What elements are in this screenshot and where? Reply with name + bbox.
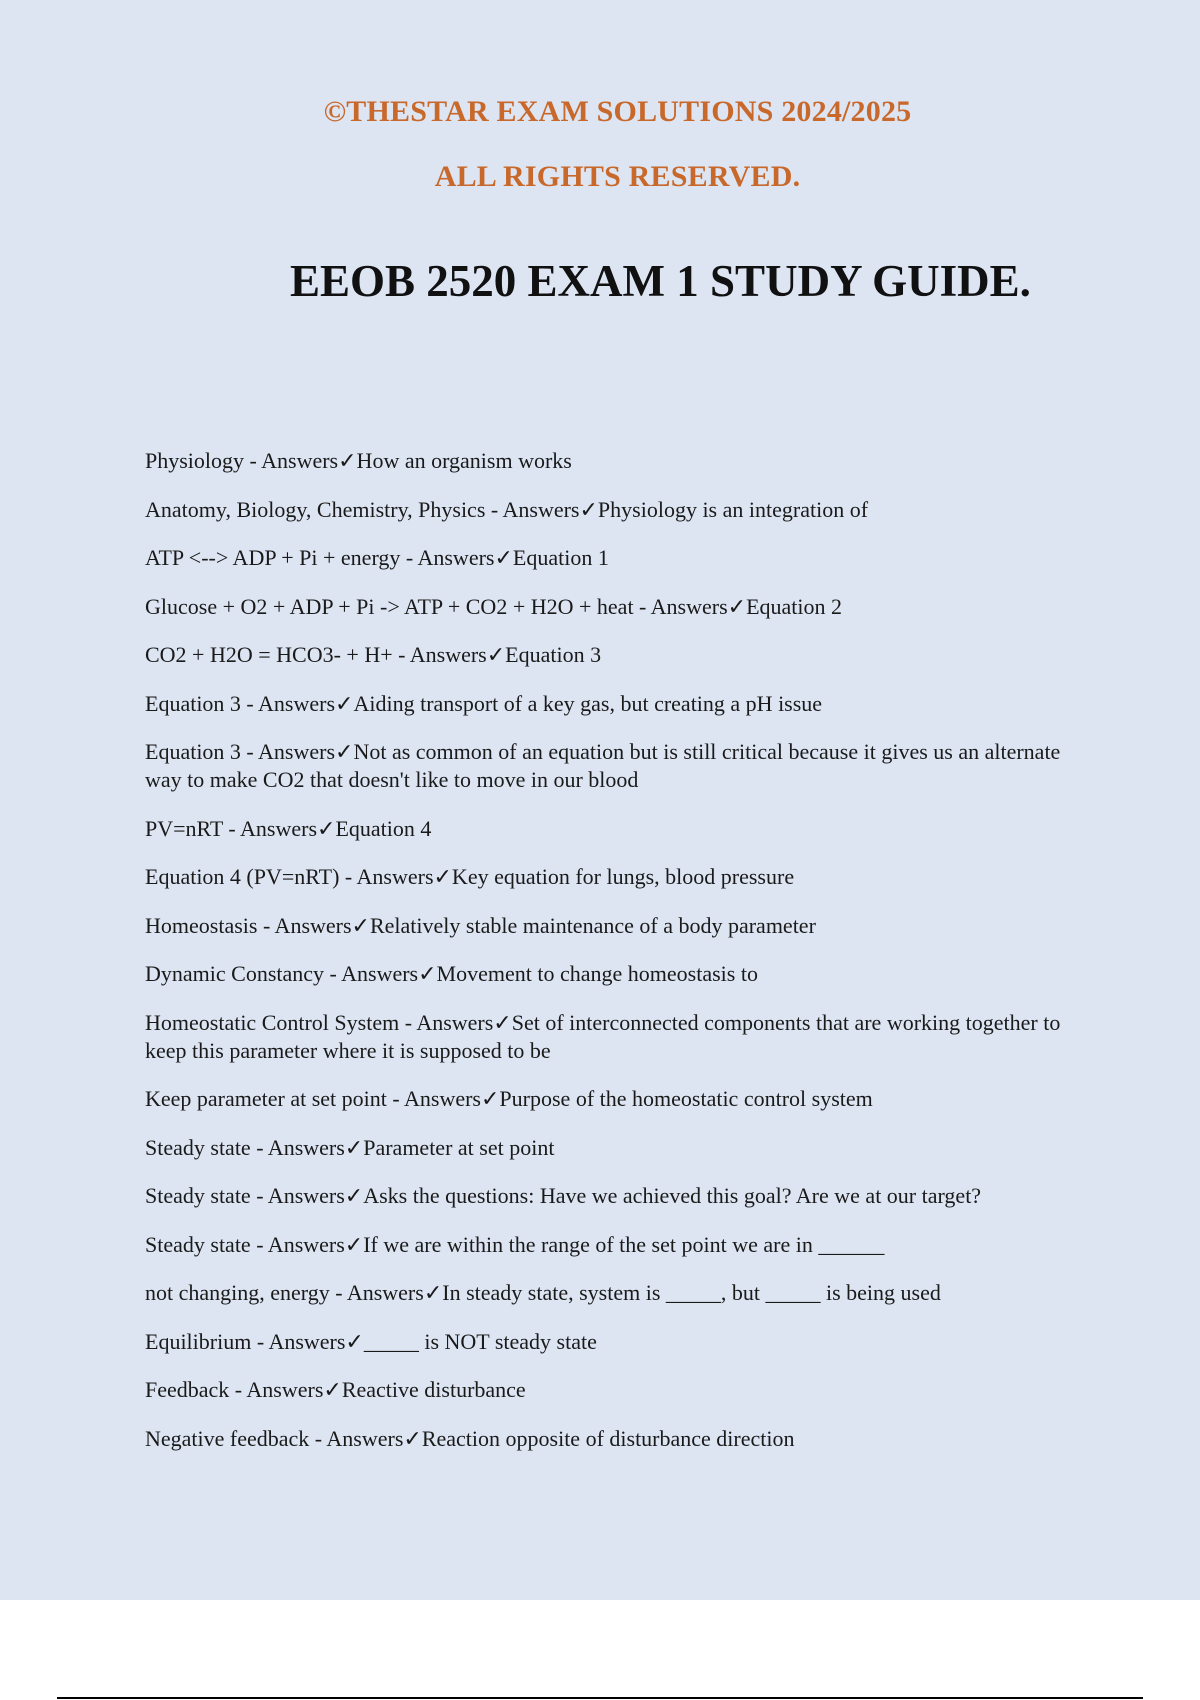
copyright-notice: ©THESTAR EXAM SOLUTIONS 2024/2025: [323, 95, 912, 128]
qa-item: Physiology - Answers✓How an organism works: [145, 448, 572, 473]
qa-item: Feedback - Answers✓Reactive disturbance: [145, 1377, 526, 1402]
qa-item: Equilibrium - Answers✓_____ is NOT steady state: [145, 1328, 597, 1354]
qa-list: [145, 447, 1095, 1473]
qa-item: Glucose + O2 + ADP + Pi -> ATP + CO2 + H2O + heat - Answers✓Equation 2: [145, 593, 843, 619]
qa-item: ATP <--> ADP + Pi + energy - Answers✓Equation 1: [145, 545, 609, 570]
document-title: EEOB 2520 EXAM 1 STUDY GUIDE.: [290, 256, 1031, 306]
qa-item: Equation 3 - Answers✓Not as common of an equation but is still critical because it gives us an alternate way to make CO2 that doesn't like to move in our blood: [145, 739, 1061, 792]
qa-item: Homeostatic Control System - Answers✓Set of interconnected components that are working together to keep this parameter where it is supposed to be: [145, 1009, 1061, 1063]
qa-item: Anatomy, Biology, Chemistry, Physics - Answers✓Physiology is an integration of: [145, 496, 869, 522]
qa-item: Homeostasis - Answers✓Relatively stable maintenance of a body parameter: [145, 912, 816, 938]
qa-item: Keep parameter at set point - Answers✓Purpose of the homeostatic control system: [145, 1086, 873, 1111]
qa-item: Steady state - Answers✓If we are within the range of the set point we are in ______: [145, 1231, 885, 1257]
qa-item: Steady state - Answers✓Parameter at set point: [145, 1134, 555, 1160]
qa-item: Equation 3 - Answers✓Aiding transport of a key gas, but creating a pH issue: [145, 690, 823, 716]
qa-item: Steady state - Answers✓Asks the questions: Have we achieved this goal? Are we at our target?: [145, 1183, 982, 1208]
qa-item: Negative feedback - Answers✓Reaction opposite of disturbance direction: [145, 1425, 795, 1451]
qa-item: PV=nRT - Answers✓Equation 4: [145, 815, 432, 841]
qa-item: Equation 4 (PV=nRT) - Answers✓Key equation for lungs, blood pressure: [145, 864, 795, 889]
rights-reserved-notice: ALL RIGHTS RESERVED.: [434, 160, 801, 193]
qa-item: not changing, energy - Answers✓In steady state, system is _____, but _____ is being used: [145, 1280, 941, 1305]
footer-divider: [57, 1697, 1143, 1699]
qa-item: CO2 + H2O = HCO3- + H+ - Answers✓Equation 3: [145, 642, 602, 667]
qa-item: Dynamic Constancy - Answers✓Movement to change homeostasis to: [145, 961, 758, 986]
